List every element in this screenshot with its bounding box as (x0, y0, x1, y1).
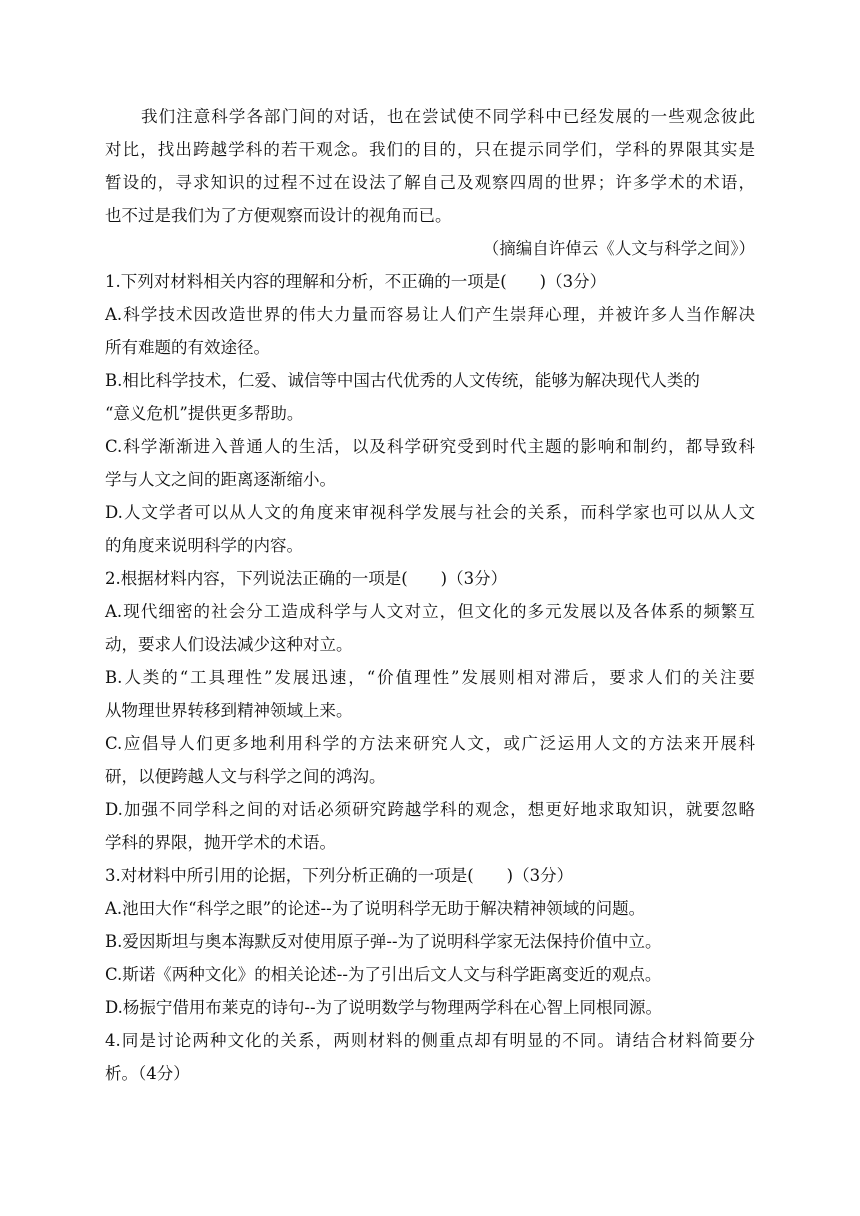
option-a (105, 595, 755, 661)
passage-line: 也不过是我们为了方便观察而设计的视角而已。 (105, 206, 452, 225)
document-page (105, 100, 755, 1090)
question-1 (105, 265, 755, 562)
option-d (105, 496, 755, 562)
option-line: B.人类的“工具理性”发展迅速，“价值理性”发展则相对滞后，要求人们的关注要 (105, 668, 755, 687)
question-stem: 2.根据材料内容，下列说法正确的一项是( )（3分） (105, 569, 508, 588)
passage-source: （摘编自许倬云《人文与科学之间》） (482, 239, 755, 258)
option-b (105, 364, 755, 430)
option-d (105, 793, 755, 859)
option-line: 所有难题的有效途径。 (105, 338, 270, 357)
option-d: D.杨振宁借用布莱克的诗句--为了说明数学与物理两学科在心智上同根同源。 (105, 998, 663, 1017)
question-stem: 3.对材料中所引用的论据，下列分析正确的一项是( )（3分） (105, 866, 574, 885)
question-stem: 4.同是讨论两种文化的关系，两则材料的侧重点却有明显的不同。请结合材料简要分 (105, 1031, 755, 1050)
option-line: 动，要求人们设法减少这种对立。 (105, 635, 353, 654)
option-a: A.池田大作“科学之眼”的论述--为了说明科学无助于解决精神领域的问题。 (105, 899, 646, 918)
option-line: C.应倡导人们更多地利用科学的方法来研究人文，或广泛运用人文的方法来开展科 (105, 734, 755, 753)
question-3 (105, 859, 755, 1024)
option-line: A.现代细密的社会分工造成科学与人文对立，但文化的多元发展以及各体系的频繁互 (105, 602, 755, 621)
passage-line: 我们注意科学各部门间的对话，也在尝试使不同学科中已经发展的一些观念彼此 (141, 107, 755, 126)
option-c (105, 727, 755, 793)
option-line: 学与人文之间的距离逐渐缩小。 (105, 470, 336, 489)
question-stem: 1.下列对材料相关内容的理解和分析，不正确的一项是( )（3分） (105, 272, 607, 291)
option-line: D.人文学者可以从人文的角度来审视科学发展与社会的关系，而科学家也可以从人文 (105, 503, 755, 522)
option-c: C.斯诺《两种文化》的相关论述--为了引出后文人文与科学距离变近的观点。 (105, 965, 662, 984)
question-stem: 析。（4分） (105, 1064, 190, 1083)
option-b (105, 661, 755, 727)
option-line: D.加强不同学科之间的对话必须研究跨越学科的观念，想更好地求取知识，就要忽略 (105, 800, 755, 819)
option-line: C.科学渐渐进入普通人的生活，以及科学研究受到时代主题的影响和制约，都导致科 (105, 437, 755, 456)
option-c (105, 430, 755, 496)
passage-line: 对比，找出跨越学科的若干观念。我们的目的，只在提示同学们，学科的界限其实是 (105, 140, 755, 159)
option-line: 从物理世界转移到精神领域上来。 (105, 701, 353, 720)
option-line: B.相比科学技术，仁爱、诚信等中国古代优秀的人文传统，能够为解决现代人类的 (105, 371, 700, 390)
option-line: “意义危机”提供更多帮助。 (105, 404, 304, 423)
question-2 (105, 562, 755, 859)
option-line: 的角度来说明科学的内容。 (105, 536, 303, 555)
option-line: 学科的界限，抛开学术的术语。 (105, 833, 336, 852)
question-4 (105, 1024, 755, 1090)
option-b: B.爱因斯坦与奥本海默反对使用原子弹--为了说明科学家无法保持价值中立。 (105, 932, 662, 951)
passage (105, 100, 755, 265)
passage-line: 暂设的，寻求知识的过程不过在设法了解自己及观察四周的世界；许多学术的术语， (105, 173, 755, 192)
option-line: 研，以便跨越人文与科学之间的鸿沟。 (105, 767, 386, 786)
option-line: A.科学技术因改造世界的伟大力量而容易让人们产生崇拜心理，并被许多人当作解决 (105, 305, 755, 324)
option-a (105, 298, 755, 364)
